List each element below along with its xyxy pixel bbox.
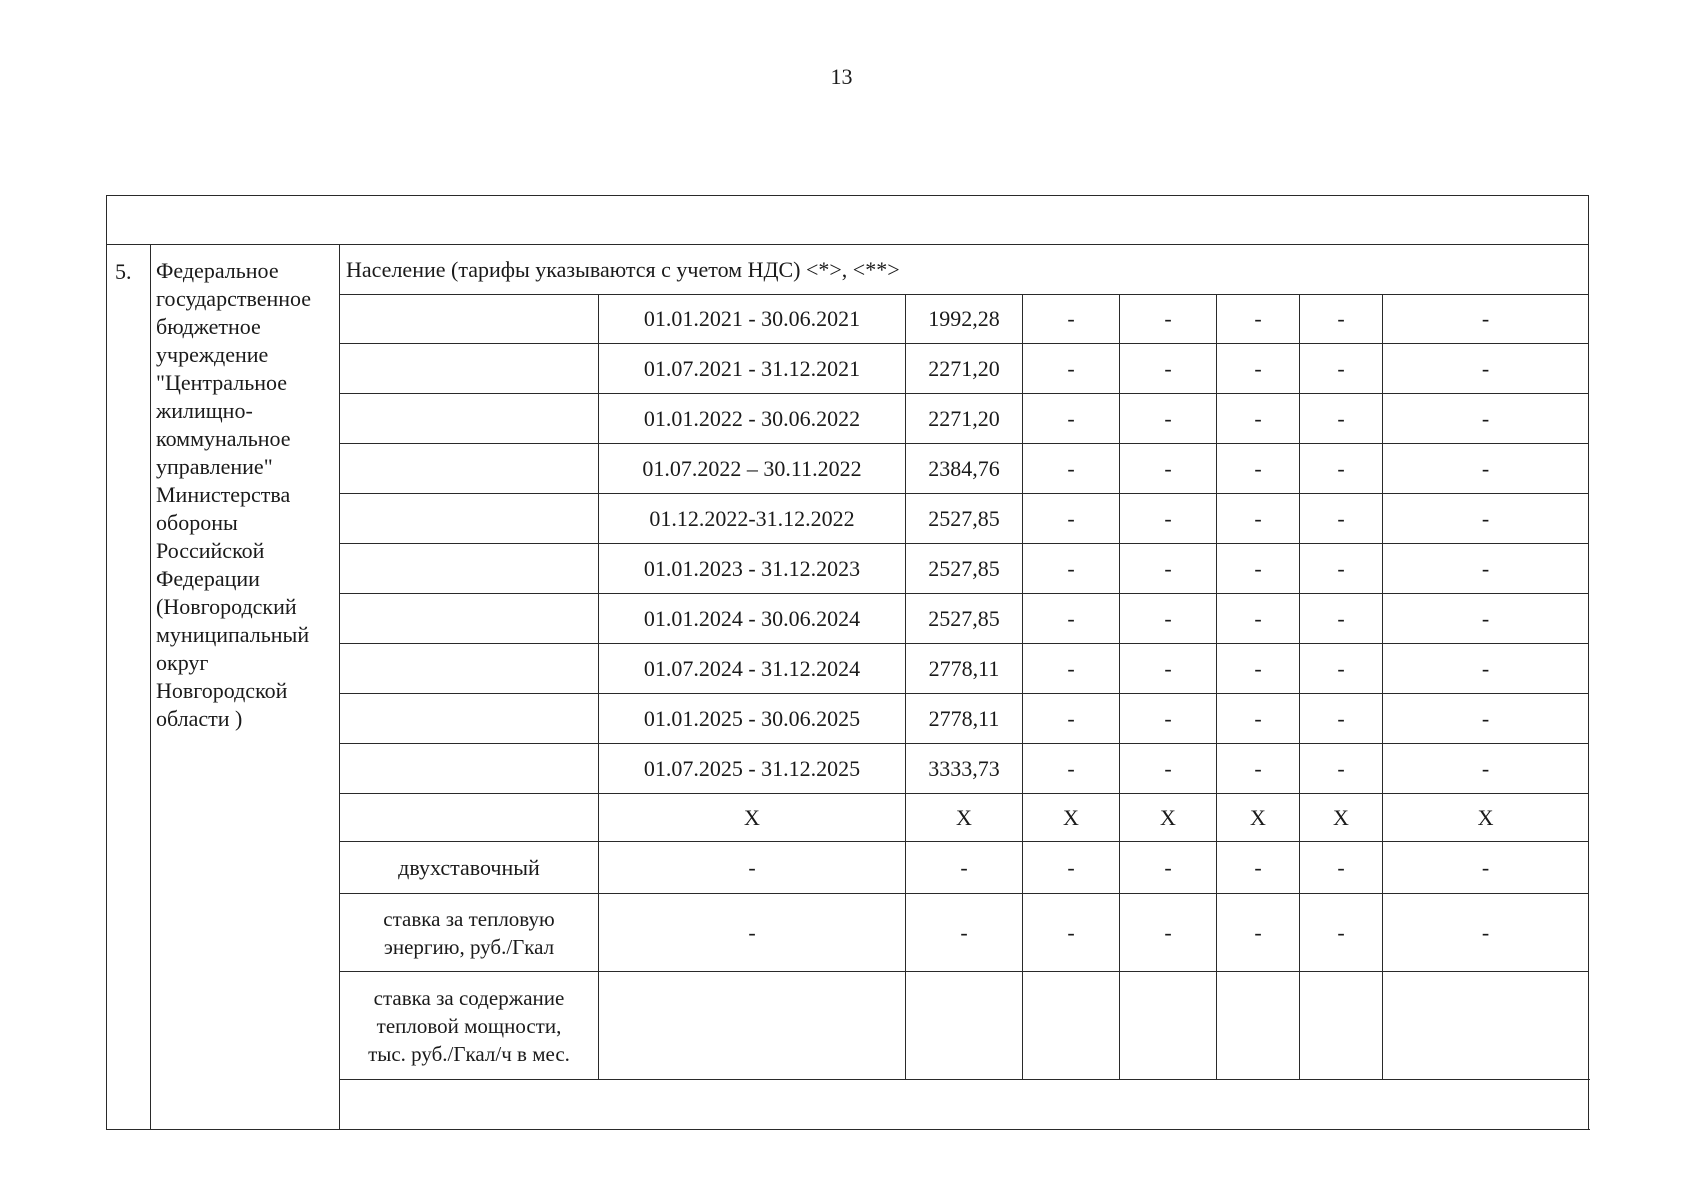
tariff-extra-cell: - [1023, 544, 1120, 594]
tariff-extra-cell: - [1120, 842, 1217, 894]
tariff-extra-cell: - [1023, 744, 1120, 794]
tariff-extra-cell: - [1023, 594, 1120, 644]
rate-value-cell [1120, 972, 1217, 1080]
period-cell: 01.01.2024 - 30.06.2024 [599, 594, 906, 644]
organization-name-line: области ) [156, 706, 243, 731]
tariff-extra-cell: - [1383, 494, 1589, 544]
period-cell: 01.07.2021 - 31.12.2021 [599, 344, 906, 394]
tariff-value-cell: 2778,11 [906, 644, 1023, 694]
rate-value-cell: - [599, 894, 906, 972]
tariff-label-cell [340, 444, 599, 494]
tariff-extra-cell: - [1120, 744, 1217, 794]
rate-label-line: ставка за содержание [373, 985, 565, 1010]
tariff-extra-cell: - [1300, 694, 1383, 744]
tariff-extra-cell: - [1383, 744, 1589, 794]
organization-name-line: государственное [156, 286, 312, 311]
rate-label-line: тыс. руб./Гкал/ч в мес. [368, 1041, 570, 1066]
tariff-extra-cell: - [1023, 344, 1120, 394]
rate-value-cell [599, 972, 906, 1080]
organization-name-line: жилищно- [156, 398, 253, 423]
rate-value-cell [906, 972, 1023, 1080]
rate-value-cell: - [1300, 894, 1383, 972]
capacity-rate-row-label [340, 972, 599, 1080]
tariff-value-cell: X [906, 794, 1023, 842]
page-number: 13 [830, 64, 853, 89]
organization-name-line: (Новгородский [156, 594, 297, 619]
tariff-extra-cell: - [1023, 394, 1120, 444]
organization-name-line: управление" [156, 454, 273, 479]
tariff-label-cell [340, 494, 599, 544]
tariff-extra-cell: - [1217, 744, 1300, 794]
tariff-extra-cell: - [1300, 295, 1383, 344]
period-cell: 01.01.2021 - 30.06.2021 [599, 295, 906, 344]
period-cell: - [599, 842, 906, 894]
organization-name-line: Министерства [156, 482, 291, 507]
tariff-label-cell [340, 794, 599, 842]
rate-value-cell [1383, 972, 1589, 1080]
tariff-extra-cell: - [1217, 594, 1300, 644]
tariff-extra-cell: - [1383, 644, 1589, 694]
tariff-value-cell: 2527,85 [906, 494, 1023, 544]
tariff-extra-cell: - [1217, 544, 1300, 594]
tariff-extra-cell: - [1300, 494, 1383, 544]
tariff-extra-cell: - [1120, 644, 1217, 694]
organization-name-line: муниципальный [156, 622, 310, 647]
organization-name-line: коммунальное [156, 426, 291, 451]
period-cell: 01.07.2025 - 31.12.2025 [599, 744, 906, 794]
tariff-extra-cell: - [1023, 494, 1120, 544]
rate-value-cell [1023, 972, 1120, 1080]
tariff-extra-cell: - [1300, 644, 1383, 694]
rate-value-cell: - [1120, 894, 1217, 972]
tariff-extra-cell: - [1383, 594, 1589, 644]
tariff-label-cell [340, 344, 599, 394]
tariff-value-cell: 2527,85 [906, 544, 1023, 594]
tariff-extra-cell: - [1300, 544, 1383, 594]
organization-name [151, 245, 340, 1130]
tariff-label-cell [340, 744, 599, 794]
organization-name-line: Новгородской [156, 678, 288, 703]
rate-value-cell: - [1383, 894, 1589, 972]
tariff-value-cell: 1992,28 [906, 295, 1023, 344]
tariff-label-cell [340, 694, 599, 744]
tariff-extra-cell: - [1383, 544, 1589, 594]
tariff-label-cell: двухставочный [340, 842, 599, 894]
tariff-extra-cell: - [1023, 842, 1120, 894]
tariff-extra-cell: - [1383, 394, 1589, 444]
organization-name-line: округ [156, 650, 209, 675]
tariff-extra-cell: - [1023, 644, 1120, 694]
tariff-extra-cell: - [1217, 344, 1300, 394]
tariff-extra-cell: - [1217, 394, 1300, 444]
rate-value-cell [1217, 972, 1300, 1080]
period-cell: 01.12.2022-31.12.2022 [599, 494, 906, 544]
blank-cell [107, 196, 1589, 245]
tariff-extra-cell: - [1300, 842, 1383, 894]
tariff-extra-cell: - [1383, 295, 1589, 344]
tariff-label-cell [340, 295, 599, 344]
tariff-label-cell [340, 544, 599, 594]
tariff-extra-cell: - [1383, 344, 1589, 394]
tariff-extra-cell: - [1300, 594, 1383, 644]
tariff-label-cell [340, 644, 599, 694]
tariff-extra-cell: - [1300, 344, 1383, 394]
tariff-extra-cell: - [1120, 544, 1217, 594]
tariff-extra-cell: - [1217, 295, 1300, 344]
tariff-extra-cell: - [1023, 444, 1120, 494]
period-cell: 01.01.2022 - 30.06.2022 [599, 394, 906, 444]
period-cell: 01.01.2023 - 31.12.2023 [599, 544, 906, 594]
tariff-extra-cell: - [1383, 444, 1589, 494]
tariff-extra-cell: - [1120, 444, 1217, 494]
rate-label-line: ставка за тепловую [383, 906, 555, 931]
heat-rate-row-label [340, 894, 599, 972]
tariff-extra-cell: - [1383, 694, 1589, 744]
tariff-value-cell: - [906, 842, 1023, 894]
period-cell: 01.01.2025 - 30.06.2025 [599, 694, 906, 744]
entry-number: 5. [107, 245, 151, 1130]
rate-value-cell [1300, 972, 1383, 1080]
group-header: Население (тарифы указываются с учетом НДС) <*>, <**> [340, 245, 1589, 295]
tariff-value-cell: 2271,20 [906, 344, 1023, 394]
tariff-extra-cell: - [1217, 494, 1300, 544]
group-header-row [107, 245, 1589, 295]
period-cell: 01.07.2024 - 31.12.2024 [599, 644, 906, 694]
tariff-extra-cell: - [1023, 694, 1120, 744]
tariff-extra-cell: - [1217, 842, 1300, 894]
tariff-value-cell: 2271,20 [906, 394, 1023, 444]
organization-name-line: Российской [156, 538, 265, 563]
tariff-extra-cell: - [1120, 394, 1217, 444]
tariff-extra-cell: - [1300, 744, 1383, 794]
tariff-extra-cell: - [1120, 694, 1217, 744]
tariff-extra-cell: - [1023, 295, 1120, 344]
tariff-extra-cell: X [1120, 794, 1217, 842]
tariff-extra-cell: - [1300, 394, 1383, 444]
organization-name-line: бюджетное [156, 314, 261, 339]
organization-name-line: Федерации [156, 566, 260, 591]
tariff-extra-cell: - [1120, 344, 1217, 394]
tariff-value-cell: 2527,85 [906, 594, 1023, 644]
tariff-value-cell: 3333,73 [906, 744, 1023, 794]
tariff-extra-cell: X [1217, 794, 1300, 842]
tariff-extra-cell: X [1300, 794, 1383, 842]
tariff-label-cell [340, 394, 599, 444]
table-top-blank-row [107, 196, 1589, 245]
rate-value-cell: - [1217, 894, 1300, 972]
tariff-extra-cell: - [1300, 444, 1383, 494]
tariff-extra-cell: X [1023, 794, 1120, 842]
rate-label-line: тепловой мощности, [376, 1013, 562, 1038]
tariff-extra-cell: - [1120, 494, 1217, 544]
tariff-extra-cell: X [1383, 794, 1589, 842]
organization-name-line: Федеральное [156, 258, 279, 283]
tariff-extra-cell: - [1217, 644, 1300, 694]
organization-name-line: учреждение [156, 342, 269, 367]
tariff-table [106, 195, 1589, 1130]
rate-value-cell: - [906, 894, 1023, 972]
blank-cell [340, 1080, 1589, 1130]
tariff-extra-cell: - [1120, 295, 1217, 344]
tariff-extra-cell: - [1383, 842, 1589, 894]
tariff-label-cell [340, 594, 599, 644]
tariff-extra-cell: - [1217, 694, 1300, 744]
tariff-extra-cell: - [1217, 444, 1300, 494]
tariff-extra-cell: - [1120, 594, 1217, 644]
tariff-value-cell: 2384,76 [906, 444, 1023, 494]
period-cell: 01.07.2022 – 30.11.2022 [599, 444, 906, 494]
rate-label-line: энергию, руб./Гкал [383, 934, 555, 959]
organization-name-line: "Центральное [156, 370, 288, 395]
period-cell: X [599, 794, 906, 842]
organization-name-line: обороны [156, 510, 238, 535]
rate-value-cell: - [1023, 894, 1120, 972]
tariff-value-cell: 2778,11 [906, 694, 1023, 744]
